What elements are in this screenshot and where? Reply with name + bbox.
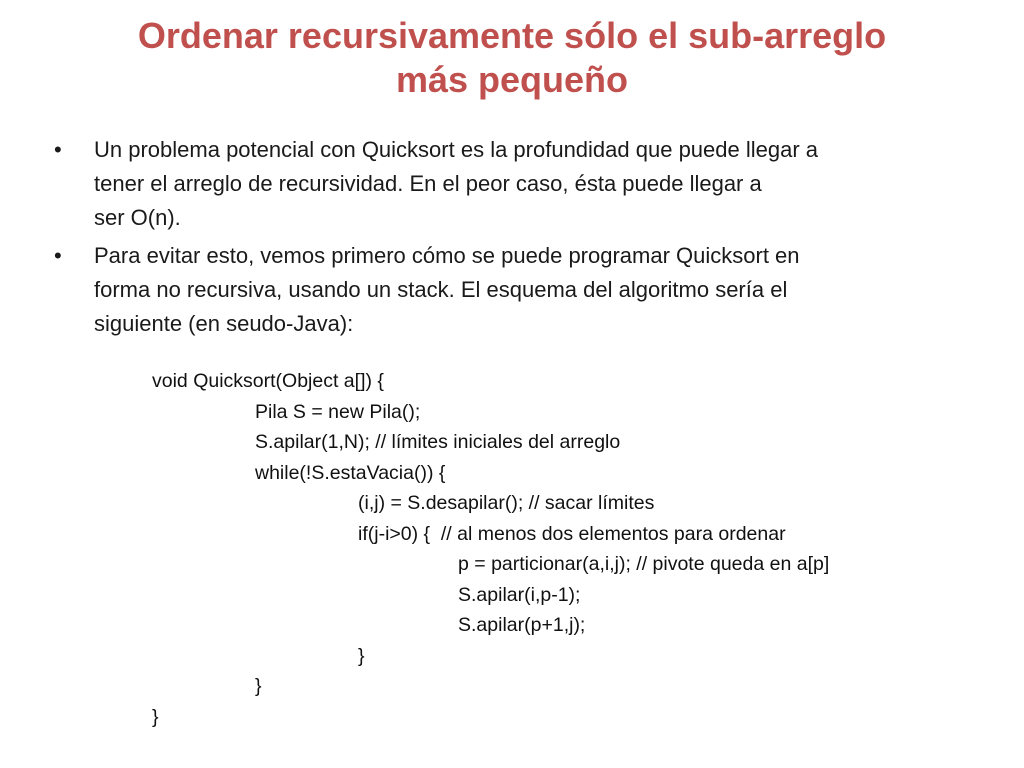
title-line-1: Ordenar recursivamente sólo el sub-arreglo: [137, 15, 887, 56]
title-line-2: más pequeño: [395, 59, 629, 100]
bullet-line: forma no recursiva, usando un stack. El esquema del algoritmo sería el: [94, 277, 788, 302]
bullet-item: [54, 239, 974, 341]
code-line: if(j-i>0) { // al menos dos elementos para ordenar: [358, 522, 786, 545]
code-line: while(!S.estaVacia()) {: [255, 461, 446, 484]
code-line: (i,j) = S.desapilar(); // sacar límites: [358, 492, 655, 514]
bullet-line: ser O(n).: [94, 205, 181, 230]
bullet-icon: •: [54, 137, 62, 162]
bullet-line: siguiente (en seudo-Java):: [94, 311, 354, 336]
code-line: p = particionar(a,i,j); // pivote queda en a[p]: [458, 553, 830, 575]
bullet-icon: •: [54, 243, 62, 268]
code-line: void Quicksort(Object a[]) {: [152, 370, 384, 392]
bullet-line: tener el arreglo de recursividad. En el peor caso, ésta puede llegar a: [94, 171, 762, 196]
code-line: }: [152, 705, 159, 728]
code-block: [152, 366, 829, 732]
code-line: S.apilar(1,N); // límites iniciales del arreglo: [255, 431, 621, 453]
code-line: }: [358, 644, 365, 667]
code-line: Pila S = new Pila();: [255, 400, 421, 423]
slide-title: [40, 14, 984, 102]
bullet-list: [54, 133, 974, 345]
bullet-item: [54, 133, 974, 235]
bullet-line: Para evitar esto, vemos primero cómo se puede programar Quicksort en: [94, 243, 800, 268]
code-line: }: [255, 675, 262, 697]
bullet-line: Un problema potencial con Quicksort es la profundidad que puede llegar a: [94, 137, 819, 162]
code-line: S.apilar(p+1,j);: [458, 614, 586, 636]
code-line: S.apilar(i,p-1);: [458, 583, 581, 606]
